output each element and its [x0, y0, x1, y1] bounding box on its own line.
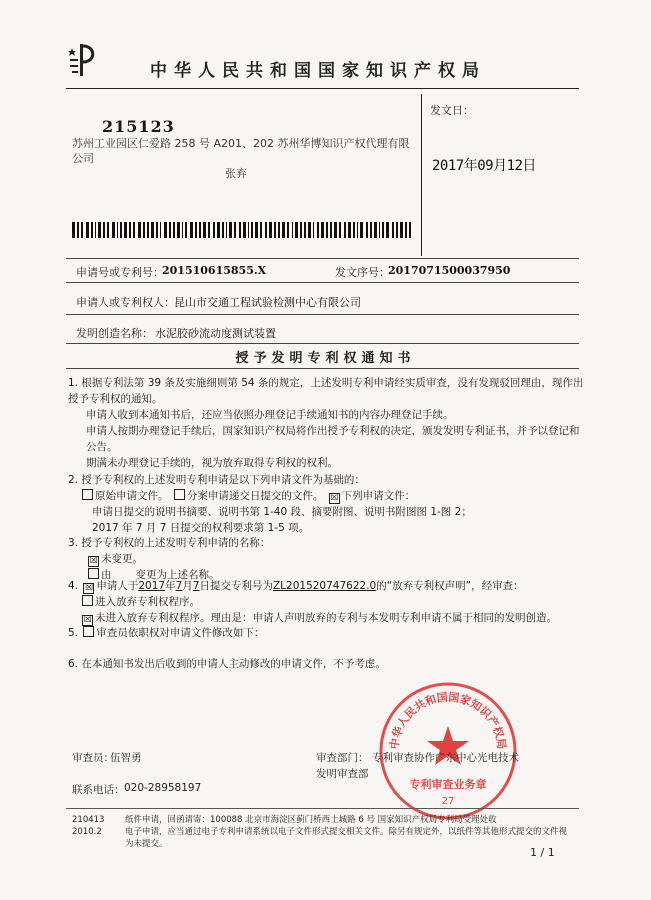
paragraph-2: 2. 授予专利权的上述发明专利申请是以下列申请文件为基础的：	[68, 474, 365, 486]
barcode-bar	[72, 222, 75, 238]
following-docs-label: 下列申请文件：	[341, 490, 416, 502]
original-docs-label: 原始申请文件。	[95, 490, 169, 502]
barcode-bar	[226, 222, 227, 238]
barcode-bar	[239, 222, 241, 238]
form-number: 210413	[72, 815, 105, 825]
phone-number: 020-28958197	[124, 782, 202, 794]
basis-detail-2: 2017 年 7 月 7 日提交的权利要求第 1-5 项。	[92, 522, 310, 534]
divisional-docs-label: 分案申请递交日提交的文件。	[186, 490, 324, 502]
barcode-bar	[151, 222, 154, 238]
barcode-bar	[326, 222, 328, 238]
barcode-bar	[287, 222, 289, 238]
barcode-bar	[317, 222, 319, 238]
barcode-bar	[107, 222, 109, 238]
footer-divider	[66, 808, 579, 809]
barcode-bar	[81, 222, 83, 238]
barcode-bar	[156, 222, 158, 238]
waiver-day: 7	[192, 580, 200, 592]
waiver-month-unit: 月	[182, 580, 193, 592]
barcode-bar	[248, 222, 249, 238]
barcode-bar	[334, 222, 337, 238]
barcode-bar	[353, 222, 355, 238]
paragraph-5-number: 5.	[68, 627, 79, 639]
barcode-bar	[274, 222, 276, 238]
barcode-bar	[222, 222, 224, 238]
title-changed-suffix: 变更为上述名称。	[135, 569, 220, 581]
title-unchanged-checkbox: ☒	[89, 556, 98, 566]
barcode-bar	[251, 222, 253, 238]
barcode-bar	[169, 222, 171, 238]
barcode-bar	[98, 222, 101, 238]
barcode-bar	[374, 222, 377, 238]
examiner-amend-label: 审查员依职权对申请文件修改如下：	[96, 627, 265, 639]
application-number: 201510615855.X	[162, 264, 267, 277]
barcode-bar	[269, 222, 272, 238]
barcode-bar	[300, 222, 302, 238]
barcode-bar	[199, 222, 201, 238]
barcode-bar	[382, 222, 384, 238]
waiver-tail: 的“放弃专利权声明”，经审查：	[376, 580, 524, 592]
barcode-bar	[396, 222, 398, 238]
paragraph-1c: 期满未办理登记手续的，视为放弃取得专利权的权利。	[86, 457, 338, 469]
barcode-bar	[405, 222, 407, 238]
barcode-bar	[129, 222, 131, 238]
barcode-bar	[308, 222, 311, 238]
paragraph-1a: 申请人收到本通知书后，还应当依照办理登记手续通知书的内容办理登记手续。	[86, 409, 454, 421]
barcode-bar	[120, 222, 122, 238]
waiver-patent-number: ZL201520747622.0	[272, 580, 377, 592]
barcode-bar	[185, 222, 187, 238]
examiner-label: 审查员：	[72, 752, 114, 764]
barcode-bar	[91, 222, 93, 238]
barcode	[72, 222, 412, 238]
waiver-day-unit: 日提交专利号为	[199, 580, 273, 592]
waiver-entered-checkbox	[82, 595, 93, 606]
waiver-statement-checkbox: ☒	[84, 583, 93, 593]
barcode-bar	[86, 222, 89, 238]
info-rule-1	[66, 282, 579, 283]
waiver-year-unit: 年	[165, 580, 176, 592]
barcode-bar	[143, 222, 145, 238]
header-vertical-divider	[421, 94, 422, 256]
barcode-bar	[357, 222, 358, 238]
barcode-bar	[177, 222, 180, 238]
info-rule-3	[66, 343, 579, 344]
paragraph-5	[68, 625, 588, 641]
issue-date-label: 发文日：	[430, 104, 474, 117]
page-indicator: 1 / 1	[530, 846, 555, 859]
issue-date: 2017年09月12日	[432, 158, 536, 174]
title-rule	[66, 368, 579, 369]
barcode-bar	[208, 222, 210, 238]
barcode-bar	[265, 222, 267, 238]
info-rule-2	[66, 314, 579, 315]
department-name: 专利审查协作广东中心光电技术发明审查部	[316, 752, 519, 780]
basis-options	[80, 488, 600, 504]
barcode-bar	[164, 222, 167, 238]
serial-number: 2017071500037950	[388, 264, 511, 277]
paragraph-1: 1. 根据专利法第 39 条及实施细则第 54 条的规定，上述发明专利申请经实质审查，没有发现驳回理由，现作出授予专利权的通知。	[68, 377, 584, 405]
barcode-bar	[190, 222, 193, 238]
department-label: 审查部门：	[316, 752, 369, 764]
info-top-rule	[66, 258, 579, 259]
barcode-bar	[313, 222, 314, 238]
barcode-bar	[234, 222, 236, 238]
waiver-year: 2017	[138, 580, 166, 592]
barcode-bar	[147, 222, 149, 238]
electronic-note: 电子申请，应当通过电子专利申请系统以电子文件形式提交相关文件。除另有规定外，以纸件等其他形式提交的文件视为未提交。	[125, 827, 568, 849]
waiver-entered-label: 进入放弃专利权程序。	[95, 596, 200, 608]
applicant-label: 申请人或专利权人：	[76, 296, 175, 309]
barcode-bar	[117, 222, 118, 238]
barcode-bar	[360, 222, 363, 238]
examiner-name: 伍智勇	[110, 752, 142, 764]
barcode-bar	[173, 222, 175, 238]
barcode-bar	[379, 222, 380, 238]
waiver-not-entered-label: 未进入放弃专利权程序。理由是：申请人声明放弃的专利与本发明专利申请不属于相同的发明创造。	[95, 612, 557, 624]
title-unchanged-label: 未变更。	[101, 553, 143, 565]
application-number-label: 申请号或专利号：	[76, 266, 164, 279]
serial-number-label: 发文序号：	[335, 266, 390, 279]
barcode-bar	[260, 222, 262, 238]
form-date: 2010.2	[72, 827, 102, 837]
barcode-bar	[321, 222, 324, 238]
barcode-bar	[339, 222, 341, 238]
waiver-entered-option	[80, 594, 600, 610]
divisional-docs-checkbox	[174, 489, 185, 500]
barcode-bar	[344, 222, 346, 238]
paragraph-1b: 申请人按期办理登记手续后，国家知识产权局将作出授予专利权的决定，颁发发明专利证书，并予以登记和公告。	[86, 425, 580, 453]
title-changed-prefix: 由	[101, 569, 112, 581]
waiver-prefix: 申请人于	[96, 580, 139, 592]
document-title: 授予发明专利权通知书	[235, 351, 416, 366]
waiver-month: 7	[175, 580, 183, 592]
postcode: 215123	[102, 117, 175, 136]
barcode-bar	[392, 222, 394, 238]
waiver-not-entered-checkbox: ☒	[83, 615, 92, 625]
barcode-bar	[160, 222, 161, 238]
barcode-bar	[348, 222, 351, 238]
paragraph-3: 3. 授予专利权的上述发明专利申请的名称：	[68, 537, 271, 549]
barcode-bar	[182, 222, 183, 238]
barcode-bar	[330, 222, 332, 238]
barcode-bar	[133, 222, 135, 238]
sipo-logo-icon	[66, 40, 100, 80]
barcode-bar	[370, 222, 372, 238]
following-docs-checkbox: ☒	[330, 493, 339, 503]
seal-center-text: 专利审查业务章	[409, 778, 487, 791]
office-name: 中华人民共和国国家知识产权局	[150, 61, 486, 81]
barcode-bar	[138, 222, 141, 238]
applicant-name: 昆山市交通工程试验检测中心有限公司	[174, 296, 361, 309]
invention-title-label: 发明创造名称：	[76, 327, 153, 340]
barcode-bar	[213, 222, 215, 238]
header-divider	[66, 88, 579, 89]
seal-number: 27	[441, 796, 455, 807]
barcode-bar	[112, 222, 115, 238]
paragraph-4	[68, 578, 588, 594]
paragraph-4-number: 4.	[68, 580, 79, 592]
mailing-note: 纸件申请，回函请寄：100088 北京市海淀区蓟门桥西土城路 6 号 国家知识产权局专利局受理处收	[125, 815, 497, 825]
barcode-bar	[292, 222, 293, 238]
barcode-bar	[195, 222, 197, 238]
barcode-bar	[124, 222, 127, 238]
barcode-bar	[304, 222, 306, 238]
barcode-bar	[77, 222, 79, 238]
barcode-bar	[229, 222, 232, 238]
paragraph-6: 6. 在本通知书发出后收到的申请人主动修改的申请文件，不予考虑。	[68, 658, 386, 670]
examiner-amend-checkbox	[83, 626, 94, 637]
barcode-bar	[243, 222, 246, 238]
original-docs-checkbox	[82, 489, 93, 500]
mailing-address: 苏州工业园区仁爱路 258 号 A201、202 苏州华博知识产权代理有限公司	[72, 137, 410, 165]
barcode-bar	[366, 222, 368, 238]
barcode-bar	[278, 222, 280, 238]
basis-detail-1: 申请日提交的说明书摘要、说明书第 1-40 段、摘要附图、说明书附图图 1-图 2；	[92, 506, 472, 518]
barcode-bar	[295, 222, 298, 238]
phone-label: 联系电话：	[72, 784, 125, 796]
barcode-bar	[400, 222, 403, 238]
seal-ring-text: 中华人民共和国国家知识产权局	[387, 690, 509, 750]
attention-name: 张弃	[225, 167, 247, 180]
barcode-bar	[255, 222, 258, 238]
barcode-bar	[95, 222, 96, 238]
title-unchanged-option	[86, 551, 606, 567]
barcode-bar	[203, 222, 206, 238]
waiver-not-entered-option	[80, 610, 590, 626]
barcode-bar	[217, 222, 220, 238]
barcode-bar	[386, 222, 389, 238]
invention-title: 水泥胶砂流动度测试装置	[155, 327, 276, 340]
barcode-bar	[282, 222, 285, 238]
barcode-bar	[103, 222, 105, 238]
barcode-bar	[409, 222, 411, 238]
